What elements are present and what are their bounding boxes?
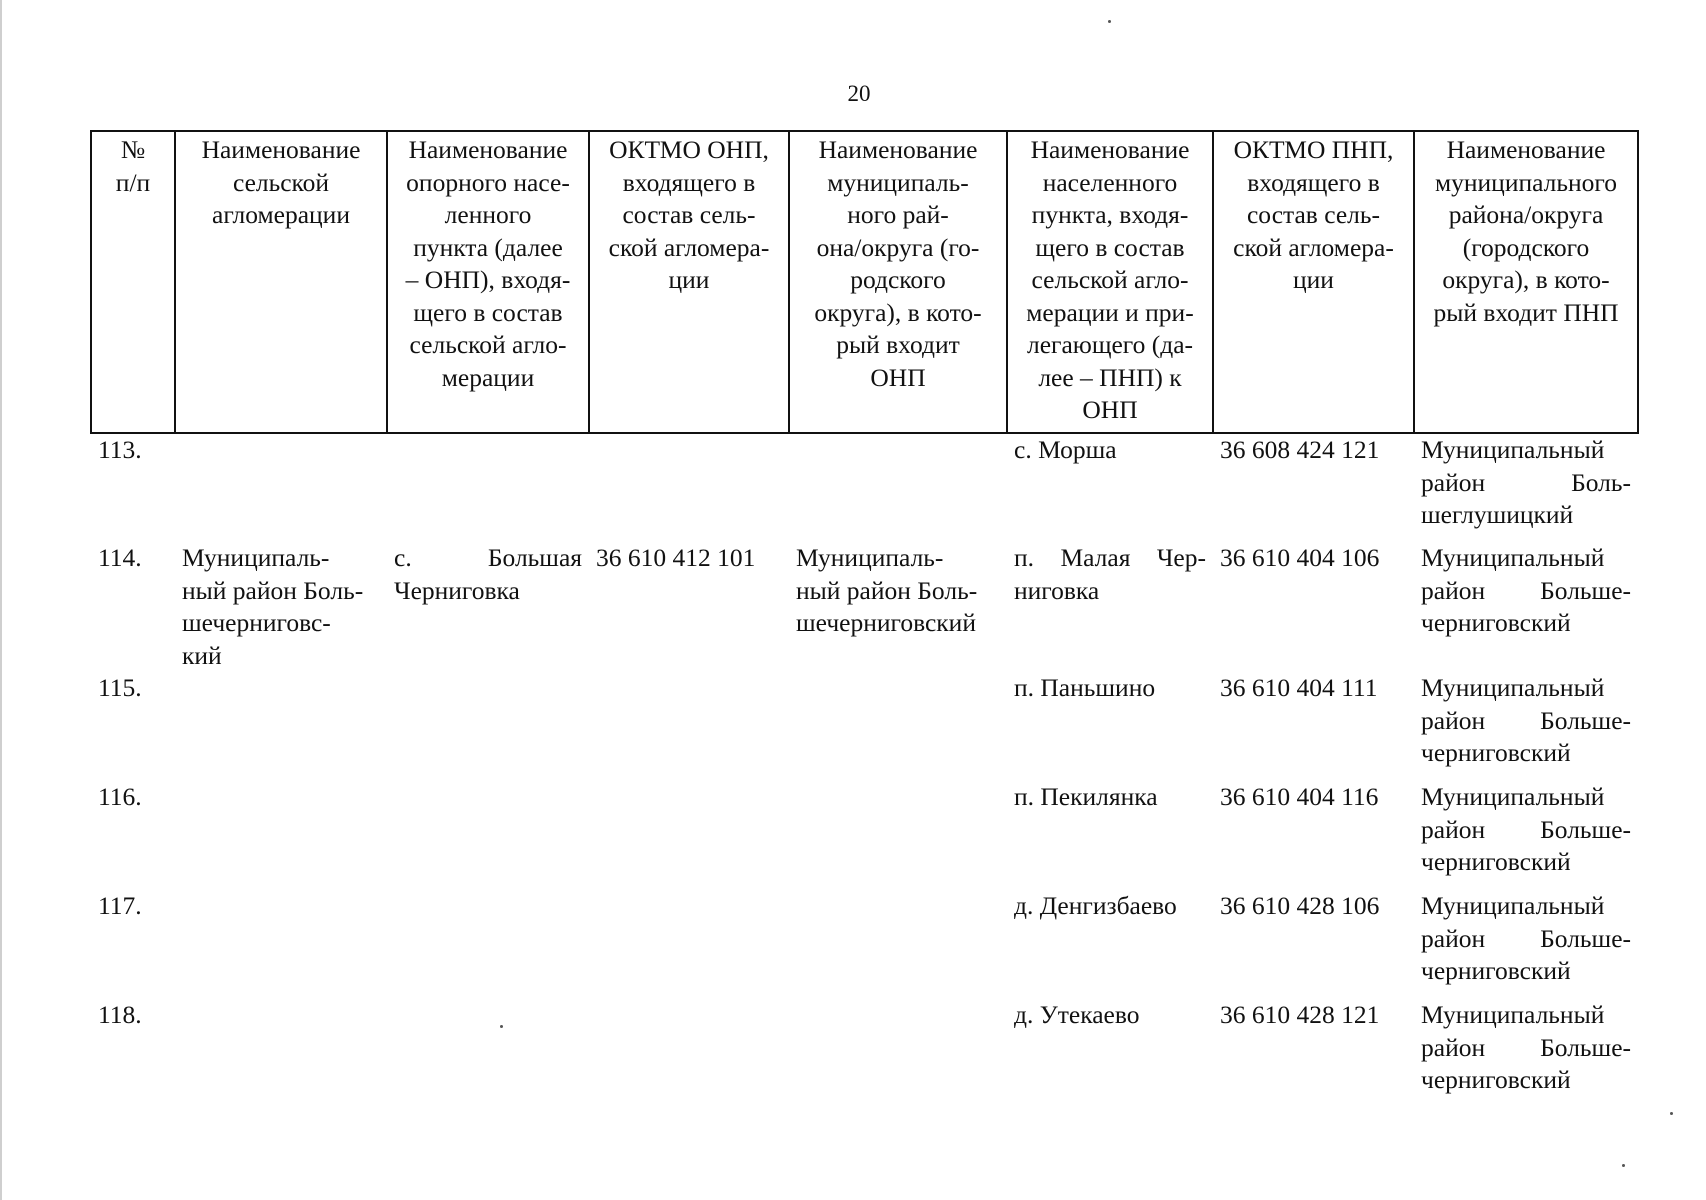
pnp-cell: п. Пекилянка bbox=[1014, 782, 1158, 811]
header-cell-onp-oktmo: ОКТМО ОНП, входящего в состав сель- ской агломера- ции bbox=[589, 131, 789, 433]
onp-oktmo-cell bbox=[589, 781, 789, 890]
row-number: 118. bbox=[98, 1000, 142, 1029]
scan-speck bbox=[1670, 1112, 1673, 1115]
onp-cell bbox=[387, 781, 589, 890]
agglomeration-cell bbox=[175, 999, 387, 1108]
onp-oktmo-cell bbox=[589, 890, 789, 999]
header-cell-onp-name: Наименование опорного насе- ленного пункта (далее – ОНП), входя- щего в состав сельской агло- мерации bbox=[387, 131, 589, 433]
onp-oktmo-cell: 36 610 412 101 bbox=[596, 543, 756, 572]
onp-oktmo-cell bbox=[589, 999, 789, 1108]
table-row bbox=[91, 890, 1638, 999]
onp-district-cell bbox=[789, 999, 1007, 1108]
scan-speck bbox=[1622, 1164, 1625, 1167]
table-row bbox=[91, 999, 1638, 1108]
header-cell-pnp-name: Наименование населенного пункта, входя- щего в состав сельской агло- мерации и при- легающего (да- лее – ПНП) к ОНП bbox=[1007, 131, 1213, 433]
pnp-district-cell: Муниципальный район Больше- черниговский bbox=[1421, 673, 1631, 767]
onp-cell bbox=[387, 999, 589, 1108]
pnp-oktmo-cell: 36 610 428 106 bbox=[1220, 891, 1380, 920]
scan-edge bbox=[0, 0, 2, 1200]
table-row bbox=[91, 542, 1638, 672]
onp-cell: с. Большая Черниговка bbox=[394, 543, 582, 605]
header-cell-number: № п/п bbox=[91, 131, 175, 433]
onp-district-cell bbox=[789, 672, 1007, 781]
onp-district-cell bbox=[789, 781, 1007, 890]
settlements-table bbox=[90, 130, 1639, 1108]
scan-speck bbox=[1108, 20, 1111, 23]
table-header-row bbox=[91, 131, 1638, 433]
pnp-district-cell: Муниципальный район Больше- черниговский bbox=[1421, 891, 1631, 985]
header-cell-onp-district: Наименование муниципаль- ного рай- она/округа (го- родского округа), в кото- рый входит ОНП bbox=[789, 131, 1007, 433]
pnp-cell: д. Утекаево bbox=[1014, 1000, 1140, 1029]
pnp-cell: п. Паньшино bbox=[1014, 673, 1156, 702]
header-cell-pnp-district: Наименование муниципального района/округа (городского округа), в кото- рый входит ПНП bbox=[1414, 131, 1638, 433]
pnp-district-cell: Муниципальный район Больше- черниговский bbox=[1421, 782, 1631, 876]
agglomeration-cell: Муниципаль- ный район Боль- шечерниговс- кий bbox=[182, 543, 364, 670]
pnp-cell: п. Малая Чер- ниговка bbox=[1014, 543, 1206, 605]
pnp-district-cell: Муниципальный район Больше- черниговский bbox=[1421, 1000, 1631, 1094]
onp-cell bbox=[387, 433, 589, 542]
agglomeration-cell bbox=[175, 890, 387, 999]
onp-district-cell bbox=[789, 890, 1007, 999]
pnp-oktmo-cell: 36 608 424 121 bbox=[1220, 435, 1380, 464]
agglomeration-cell bbox=[175, 672, 387, 781]
row-number: 113. bbox=[98, 435, 142, 464]
row-number: 117. bbox=[98, 891, 142, 920]
pnp-cell: с. Морша bbox=[1014, 435, 1117, 464]
agglomeration-cell bbox=[175, 433, 387, 542]
onp-oktmo-cell bbox=[589, 433, 789, 542]
onp-oktmo-cell bbox=[589, 672, 789, 781]
pnp-district-cell: Муниципальный район Боль- шеглушицкий bbox=[1421, 435, 1631, 529]
onp-cell bbox=[387, 672, 589, 781]
pnp-oktmo-cell: 36 610 404 116 bbox=[1220, 782, 1379, 811]
onp-district-cell: Муниципаль- ный район Боль- шечерниговский bbox=[796, 543, 978, 637]
pnp-district-cell: Муниципальный район Больше- черниговский bbox=[1421, 543, 1631, 637]
pnp-oktmo-cell: 36 610 404 111 bbox=[1220, 673, 1378, 702]
pnp-oktmo-cell: 36 610 428 121 bbox=[1220, 1000, 1380, 1029]
table-row bbox=[91, 672, 1638, 781]
page-number: 20 bbox=[847, 81, 871, 106]
pnp-oktmo-cell: 36 610 404 106 bbox=[1220, 543, 1380, 572]
row-number: 114. bbox=[98, 543, 142, 572]
row-number: 116. bbox=[98, 782, 142, 811]
table-row bbox=[91, 781, 1638, 890]
header-cell-pnp-oktmo: ОКТМО ПНП, входящего в состав сель- ской агломера- ции bbox=[1213, 131, 1414, 433]
agglomeration-cell bbox=[175, 781, 387, 890]
row-number: 115. bbox=[98, 673, 142, 702]
pnp-cell: д. Денгизбаево bbox=[1014, 891, 1177, 920]
header-cell-agglomeration: Наименование сельской агломерации bbox=[175, 131, 387, 433]
table-row bbox=[91, 433, 1638, 542]
onp-district-cell bbox=[789, 433, 1007, 542]
onp-cell bbox=[387, 890, 589, 999]
